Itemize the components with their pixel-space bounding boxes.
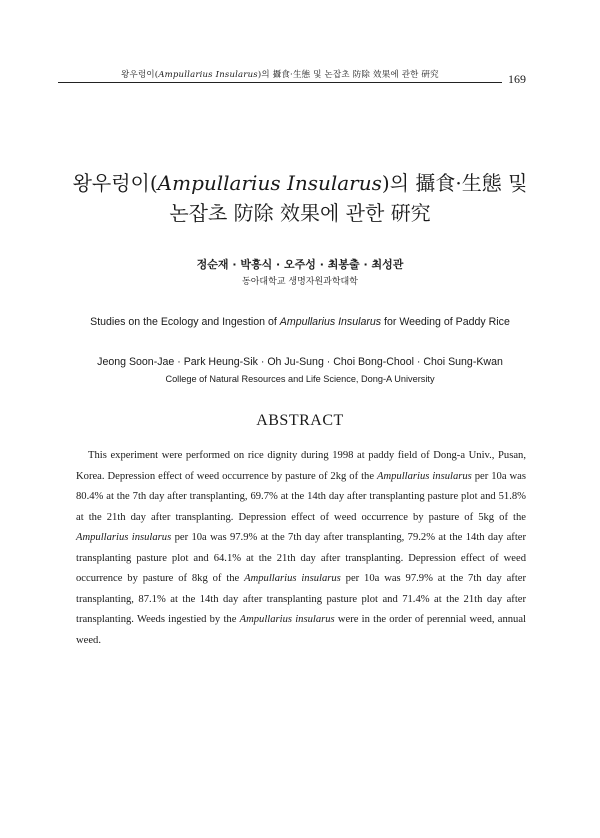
abstract-text-2: per 10a was 80.4% at the 7th day after transplanting, 69.7% at the 14th day after transplanting pasture plot and 51.8% at the 21th day after transplanting. Depression effect of weed occurrence by pasture of 5kg of the	[76, 470, 526, 523]
korean-title-line2: 논잡초 防除 效果에 관한 硏究	[169, 201, 431, 225]
korean-title	[50, 168, 550, 228]
abstract-heading: ABSTRACT	[256, 412, 344, 429]
running-header	[58, 68, 502, 80]
abstract-scientific-name-1: Ampullarius insularus	[377, 470, 472, 482]
page-number: 169	[508, 72, 526, 86]
english-title	[40, 316, 560, 328]
abstract-text-4: per 10a was 97.9% at the 7th day after transplanting, 87.1% at the 14th day after transplanting pasture plot and 71.4% at the 21th day after transplanting. Weeds ingestied by the	[76, 573, 526, 625]
english-title-scientific-name: Ampullarius Insularus	[279, 316, 382, 328]
english-authors: Jeong Soon-Jae · Park Heung-Sik · Oh Ju-Sung · Choi Bong-Chool · Choi Sung-Kwan	[97, 356, 503, 368]
korean-title-prefix: 왕우렁이(	[72, 171, 158, 195]
abstract-text-3: per 10a was 97.9% at the 7th day after transplanting, 79.2% at the 14th day after transplanting pasture plot and 64.1% at the 21th day after transplanting. Depression effect of weed occurrence by pasture of 8kg of the	[76, 532, 526, 584]
header-rule	[58, 82, 502, 83]
running-title-prefix: 왕우렁이(	[121, 70, 159, 80]
korean-authors: 정순재 · 박흥식 · 오주성 · 최봉출 · 최성관	[196, 258, 404, 271]
abstract-paragraph	[76, 446, 526, 651]
korean-title-line1-suffix: )의 攝食·生態 및	[381, 171, 528, 195]
abstract-scientific-name-3: Ampullarius insularus	[244, 573, 341, 584]
english-affiliation: College of Natural Resources and Life Science, Dong-A University	[165, 374, 435, 384]
english-title-suffix: for Weeding of Paddy Rice	[381, 316, 510, 328]
running-title-suffix: )의 攝食·生態 및 논잡초 防除 效果에 관한 硏究	[257, 70, 439, 80]
abstract-scientific-name-4: Ampullarius insularus	[239, 614, 335, 625]
abstract-body	[76, 446, 526, 651]
english-title-prefix: Studies on the Ecology and Ingestion of	[90, 316, 280, 328]
korean-title-line1	[50, 168, 550, 198]
korean-title-scientific-name: Ampullarius Insularus	[157, 171, 382, 195]
abstract-text-1: This experiment were performed on rice dignity during 1998 at paddy field of Dong-a Univ., Pusan, Korea. Depression effect of weed occurrence by pasture of 2kg of the	[76, 450, 526, 482]
abstract-scientific-name-2: Ampullarius insularus	[76, 532, 172, 543]
running-title-scientific-name: Ampullarius Insularus	[158, 70, 258, 80]
korean-affiliation: 동아대학교 생명자원과학대학	[242, 277, 358, 287]
abstract-text-5: were in the order of perennial weed, annual weed.	[76, 614, 526, 646]
